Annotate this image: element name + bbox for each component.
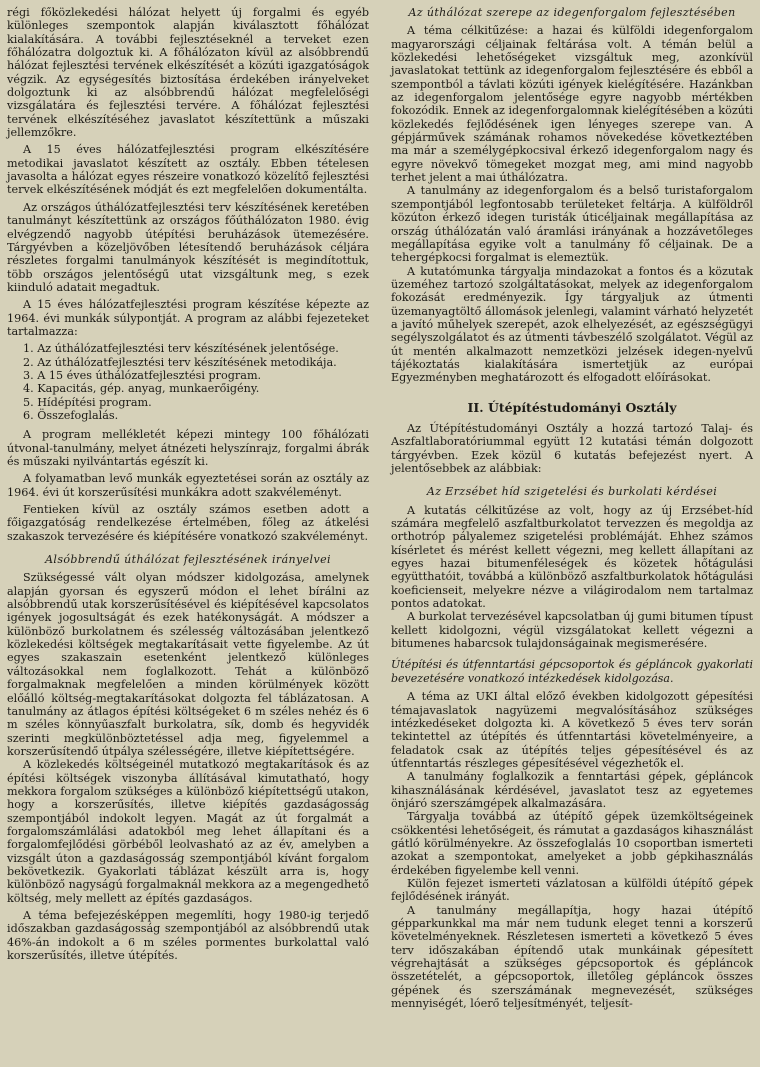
subheading: Az Erzsébet híd szigetelési és burkolati kérdései bbox=[426, 485, 718, 499]
paragraph: Fentieken kívül az osztály számos esetben adott a főigazgatóság rendelkezése értelmében, főleg az átkelési szakaszok tervezésére és kiépítésére vonatkozó szakvéleményt. bbox=[7, 503, 369, 543]
paragraph: A 15 éves hálózatfejlesztési program készítése képezte az 1964. évi munkák súlypontját. A program az alábbi fejezeteket tartalmazza: bbox=[7, 298, 369, 338]
paragraph: régi főközlekedési hálózat helyett új forgalmi és egyéb különleges szempontok alapján kiválasztott főhálózat kialakítására. A további fejlesztéseknél a terveket ezen főhálózatra dolgoztuk ki. A főhálózaton kívül az alsóbbrendű hálózat fejlesztési tervének elkészítését a közúti igazgatóságok végzik. Az egységesítés biztosítása érdekében irányelveket dolgoztunk ki az alsóbbrendű hálózat megfelelőségi vizsgálatára és fejlesztési tervére. A főhálózat fejlesztési tervének elkészítéséhez javaslatot készítettünk a műszaki jellemzőkre. bbox=[7, 6, 369, 140]
paragraph: A tanulmány foglalkozik a fenntartási gépek, gépláncok kihasználásának kérdésével, javaslatot tesz az egyetemes önjáró szerszámgépek alkalmazására. bbox=[391, 770, 753, 810]
paragraph: A téma célkitűzése: a hazai és külföldi idegenforgalom magyarországi céljainak feltárása volt. A témán belül a közlekedési lehetőségeket vizsgáltuk meg, azonkívül javaslatokat tettünk az idegenforgalom fejlesztésére és ebből a szempontból a távlati közúti igények kielégítésére. Hazánkban az idegenforgalom jelentősége egyre nagyobb mértékben fokozódik. Ennek az idegenforgalomnak kielégítésében a közúti közlekedés fejlődésének igen lényeges szerepe van. A gépjárművek számának rohamos növekedése következtében ma már a személygépkocsival érkező idegenforgalom nagy és egyre növekvő tömegeket mozgat meg, ami mind nagyobb terhet jelent a mai úthálózatra. bbox=[391, 24, 753, 185]
paragraph: A tanulmány megállapítja, hogy hazai útépítő gépparkunkkal ma már nem tudunk eleget tenni a korszerű követelményeknek. Részletesen ismerteti a következő 5 éves terv időszakában építendő utak munkáinak gépesített végrehajtását a szükséges gépcsoportok és gépláncok összetételét, a gépcsoportok, illetőleg gépláncok összes gépének és szerszámának megnevezését, szükséges mennyiségét, lóerő teljesítményét, teljesít- bbox=[391, 903, 753, 1011]
paragraph: A tanulmány az idegenforgalom és a belső turistaforgalom szempontjából legfontosabb területeket feltárja. A külföldről közúton érkező idegen turisták úticéljainak megállapítása az ország úthálózatán való áramlási irányának a hozzávetőleges megállapítása egyike volt a tanulmány fő céljainak. De a tehergépkocsi forgalmat is elemeztük. bbox=[391, 184, 753, 265]
left-column bbox=[7, 0, 369, 1067]
paragraph: A kutatás célkitűzése az volt, hogy az új Erzsébet-híd számára megfelelő aszfaltburkolatot tervezzen és megoldja az orthotróp pályalemez szigetelési problémáját. Ehhez számos kísérletet és mérést kellett végezni, meg kellett állapítani az egyes hazai bitumenféleségek és közetek hőtágulási együtthatóit, továbbá a különböző aszfaltburkolatok hőtágulási koeficienseit, melyekre nézve a világirodalom nem tartalmaz pontos adatokat. bbox=[391, 503, 753, 611]
right-column bbox=[391, 0, 753, 1067]
list-item: 5. Hídépítési program. bbox=[23, 395, 152, 409]
paragraph: A téma az UKI által előző években kidolgozott gépesítési témajavaslatok nagyüzemi megvalósításához szükséges intézkedéseket dolgozta ki. A következő 5 éves terv során tekintettel az útépítés és útfenntartási követelményeire, a feladatok csak az útépítés teljes gépesítésével és az útfenntartás részleges gépesítésével végezhetők el. bbox=[391, 690, 753, 770]
paragraph: A program mellékletét képezi mintegy 100 főhálózati útvonal-tanulmány, melyet átnézeti helyszínrajz, forgalmi ábrák és műszaki nyilvántartás egészít ki. bbox=[7, 428, 369, 468]
paragraph: Külön fejezet ismerteti vázlatosan a külföldi útépítő gépek fejlődésének irányát. bbox=[391, 876, 753, 904]
list-item: 2. Az úthálózatfejlesztési terv készítésének metodikája. bbox=[23, 355, 337, 369]
paragraph: Az országos úthálózatfejlesztési terv készítésének keretében tanulmányt készítettünk az országos főúthálózaton 1980. évig elvégzendő nagyobb útépítési beruházások ütemezésére. Tárgyévben a közeljövőben létesítendő beruházások céljára részletes forgalmi tanulmányok készítését is megindítottuk, több országos jelentőségű utat vizsgáltunk meg, s ezek kiinduló adatait megadtuk. bbox=[7, 200, 369, 294]
subheading: Az úthálózat szerepe az idegenforgalom fejlesztésében bbox=[408, 6, 736, 19]
paragraph: Az Útépítéstudományi Osztály a hozzá tartozó Talaj- és Aszfaltlaboratóriummal együtt 12 kutatási témán dolgozott tárgyévben. Ezek közül 6 kutatás befejezést nyert. A jelentősebbek az alábbiak: bbox=[391, 421, 753, 475]
paragraph: A 15 éves hálózatfejlesztési program elkészítésére metodikai javaslatot készített az osztály. Ebben tételesen javasolta a hálózat egyes részeire vonatkozó közelítő fejlesztési tervek elkészítésének módját és ezt megfelelően dokumentálta. bbox=[7, 143, 369, 197]
chapter-list bbox=[7, 342, 369, 422]
paragraph: A téma befejezésképpen megemlíti, hogy 1980-ig terjedő időszakban gazdaságosság szempontjából az alsóbbrendű utak 46%-án indokolt a 6 m széles pormentes burkolattal való korszerűsítés, illetve útépítés. bbox=[7, 909, 369, 963]
list-item: 3. A 15 éves úthálózatfejlesztési program. bbox=[23, 368, 262, 382]
paragraph: A kutatómunka tárgyalja mindazokat a fontos és a közutak üzeméhez tartozó szolgáltatásokat, melyek az idegenforgalom fokozását eredményezik. Így tárgyaljuk az útmenti üzemanyagtöltő állomások jelenlegi, valamint várható helyzetét a javító műhelyek szerepét, azok elhelyezését, az egészségügyi segélyszolgálatot és az útmenti távbeszélő szolgálatot. Végül az út mentén alkalmazott nemzetközi jelzések idegen-nyelvű tájékoztatás kialakítására ismertetjük az európai Egyezményben meghatározott és elfogadott előírásokat. bbox=[391, 264, 753, 385]
subheading: Alsóbbrendű úthálózat fejlesztésének irányelvei bbox=[45, 553, 331, 567]
list-item: 4. Kapacitás, gép. anyag, munkaerőigény. bbox=[23, 382, 260, 396]
paragraph: Szükségessé vált olyan módszer kidolgozása, amelynek alapján gyorsan és egyszerű módon el lehet bírálni az alsóbbrendű utak korszerűsítésével és kiépítésével kapcsolatos igények jogosultságát és ezek hatékonyságát. A módszer a különböző burkolatnem és szélesség változásában jelentkező közlekedési költségek megtakarításait vette figyelembe. Az út egyes szakaszain esetenként jelentkező különleges változásokkal nem foglalkozott. Tehát a különböző forgalmaknak megfelelően a minden körülmények között előálló költség-megtakarításokat dolgozta fel táblázatosan. A tanulmány az átlagos építési költségeket 6 m széles nehéz és 6 m széles könnyűaszfalt burkolatra, sík, domb és hegyvidék szerinti megkülönböztetéssel adja meg, figyelemmel a korszerűsítendő útpálya szélességére, illetve kiépítettségére. bbox=[7, 571, 369, 758]
paragraph: Tárgyalja továbbá az útépítő gépek üzemköltségeinek csökkentési lehetőségeit, és rámutat a gazdaságos kihasználást gátló körülményekre. Az összefoglalás 10 csoportban ismerteti azokat a szempontokat, amelyeket a jobb gépkihasználás érdekében figyelembe kell venni. bbox=[391, 810, 753, 877]
list-item: 1. Az úthálózatfejlesztési terv készítésének jelentősége. bbox=[23, 342, 339, 356]
section-title: II. Útépítéstudományi Osztály bbox=[467, 399, 677, 415]
subheading: Útépítési és útfenntartási gépcsoportok és gépláncok gyakorlati bevezetésére vonatkozó intézkedések kidolgozása. bbox=[391, 658, 753, 685]
paragraph: A folyamatban levő munkák egyeztetései során az osztály az 1964. évi út korszerűsítési munkákra adott szakvéleményt. bbox=[7, 472, 369, 499]
paragraph: A burkolat tervezésével kapcsolatban új gumi bitumen típust kellett kidolgozni, végül vizsgálatokat kellett végezni a bitumenes habarcsok tulajdonságainak megismerésére. bbox=[391, 610, 753, 651]
list-item: 6. Összefoglalás. bbox=[23, 408, 119, 422]
paragraph: A közlekedés költségeinél mutatkozó megtakarítások és az építési költségek viszonyba állításával kimutatható, hogy mekkora forgalom szükséges a különböző kiépítettségű utakon, hogy a korszerűsítés, illetve kiépítés gazdaságosság szempontjából indokolt legyen. Magát az út forgalmát a forgalomszámlálási adatokból meg lehet állapítani és a forgalomfejlődési görbéből leolvasható az az év, amelyben a vizsgált úton a gazdaságosság szempontjából kívánt forgalom bekövetkezik. Gyakorlati táblázat készült arra is, hogy különböző nagyságú forgalmaknál mekkora az a megengedhető költség, mely mellett az építés gazdaságos. bbox=[7, 758, 369, 905]
